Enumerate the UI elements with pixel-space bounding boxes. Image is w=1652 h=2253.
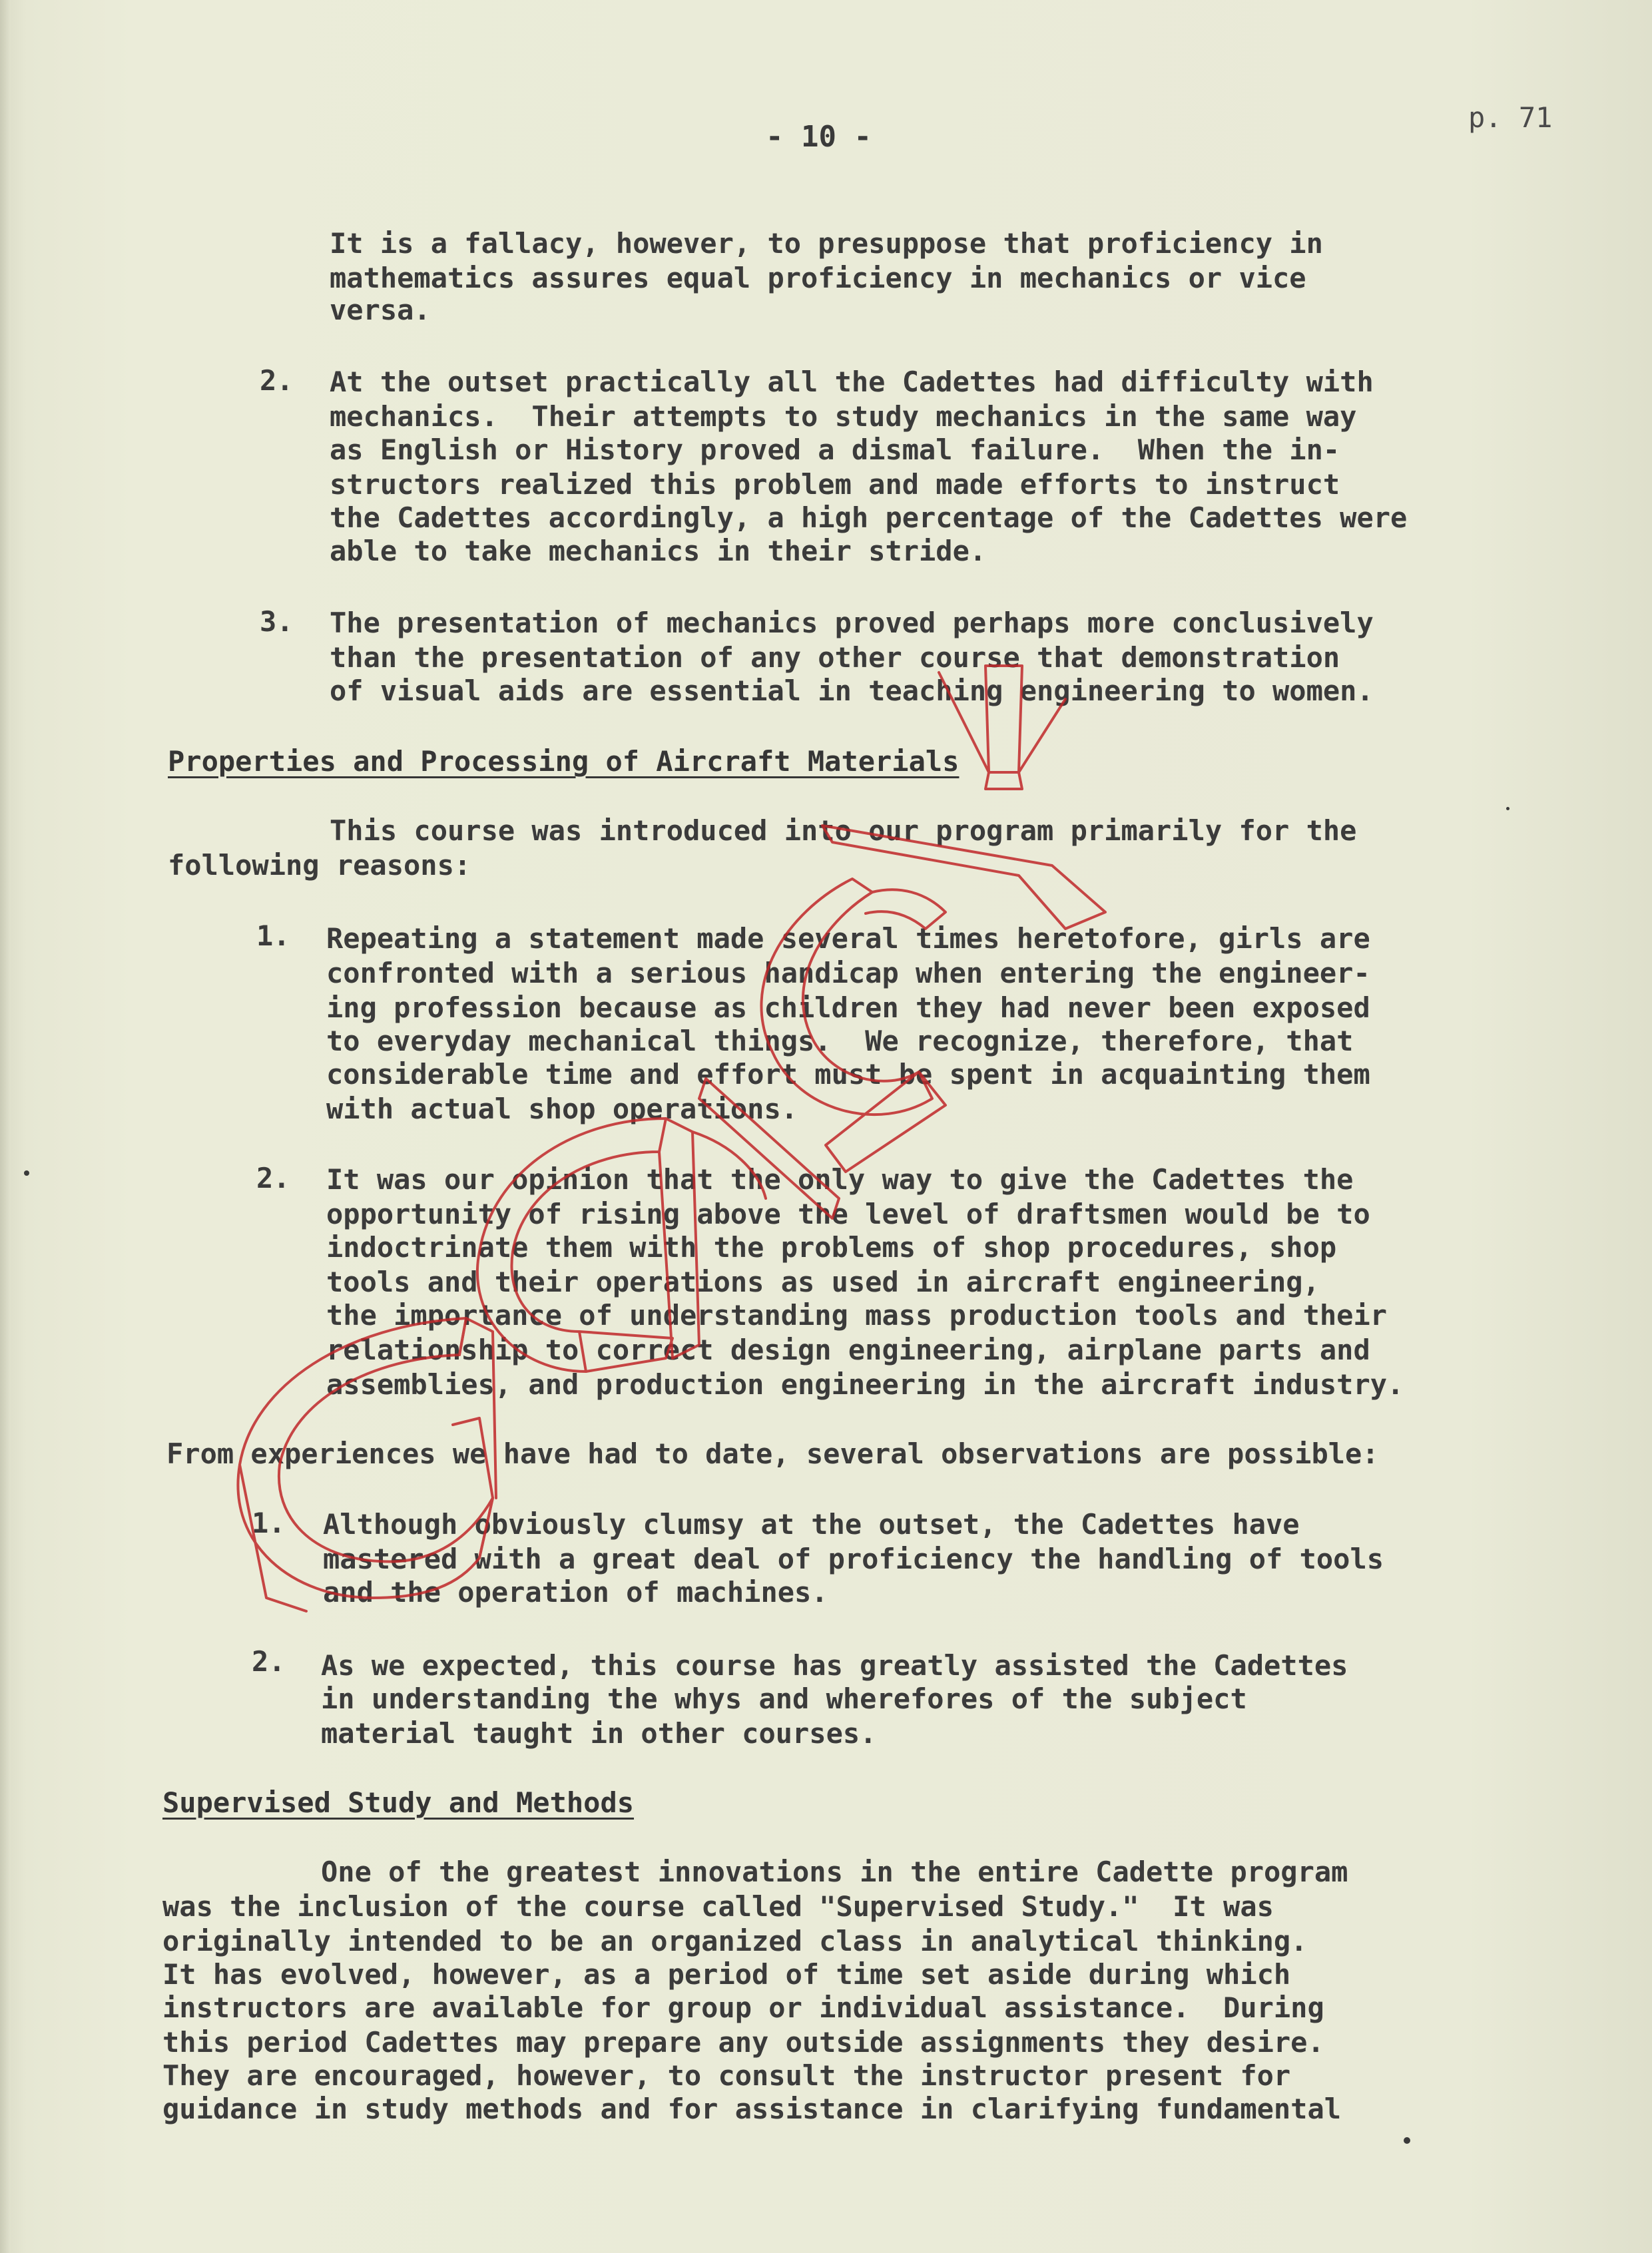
- list-number: 1.: [256, 919, 290, 952]
- list-item-line: assemblies, and production engineering in the aircraft industry.: [326, 1368, 1404, 1401]
- list-item-line: structors realized this problem and made efforts to instruct: [330, 468, 1340, 501]
- list-number: 2.: [260, 364, 294, 397]
- section-heading: Properties and Processing of Aircraft Materials: [168, 745, 960, 778]
- list-item-line: to everyday mechanical things. We recognize, therefore, that: [326, 1025, 1354, 1057]
- list-item-line: At the outset practically all the Cadettes had difficulty with: [330, 366, 1374, 398]
- list-number: 2.: [256, 1162, 290, 1194]
- paragraph-line: It has evolved, however, as a period of time set aside during which: [162, 1958, 1291, 1991]
- list-item-line: mastered with a great deal of proficiency the handling of tools: [323, 1543, 1384, 1575]
- list-item-line: the importance of understanding mass production tools and their: [326, 1299, 1388, 1332]
- ink-speck: [1506, 807, 1510, 810]
- list-item-line: than the presentation of any other course that demonstration: [330, 641, 1340, 674]
- ink-speck: [1404, 2137, 1410, 2144]
- paragraph-line: From experiences we have had to date, several observations are possible:: [166, 1437, 1379, 1470]
- list-item-line: with actual shop operations.: [326, 1093, 798, 1125]
- paragraph-line: They are encouraged, however, to consult the instructor present for: [162, 2059, 1291, 2092]
- list-item-line: opportunity of rising above the level of draftsmen would be to: [326, 1198, 1370, 1230]
- list-item-line: the Cadettes accordingly, a high percentage of the Cadettes were: [330, 501, 1408, 534]
- list-item-line: ing profession because as children they had never been exposed: [326, 991, 1370, 1024]
- ink-speck: [24, 1170, 29, 1176]
- paragraph-line: mathematics assures equal proficiency in mechanics or vice: [330, 262, 1306, 294]
- list-item-line: considerable time and effort must be spent in acquainting them: [326, 1058, 1370, 1091]
- list-item-line: tools and their operations as used in aircraft engineering,: [326, 1266, 1320, 1298]
- list-number: 2.: [252, 1645, 286, 1678]
- paragraph-line: following reasons:: [168, 849, 471, 881]
- list-item-line: mechanics. Their attempts to study mechanics in the same way: [330, 400, 1357, 433]
- page-edge-shadow: [0, 0, 11, 2253]
- paragraph-line: This course was introduced into our program primarily for the: [330, 814, 1357, 847]
- list-item-line: in understanding the whys and wherefores of the subject: [321, 1682, 1247, 1715]
- list-item-line: As we expected, this course has greatly assisted the Cadettes: [321, 1649, 1348, 1682]
- list-item-line: The presentation of mechanics proved perhaps more conclusively: [330, 607, 1374, 639]
- paragraph-line: originally intended to be an organized class in analytical thinking.: [162, 1925, 1308, 1957]
- list-item-line: Although obviously clumsy at the outset, the Cadettes have: [323, 1508, 1300, 1541]
- paragraph-line: One of the greatest innovations in the entire Cadette program: [321, 1856, 1348, 1888]
- paragraph-line: was the inclusion of the course called "Supervised Study." It was: [162, 1890, 1274, 1923]
- list-item-line: Repeating a statement made several times heretofore, girls are: [326, 922, 1370, 955]
- list-item-line: confronted with a serious handicap when entering the engineer-: [326, 957, 1370, 989]
- list-item-line: relationship to correct design engineering, airplane parts and: [326, 1334, 1370, 1366]
- list-item-line: indoctrinate them with the problems of shop procedures, shop: [326, 1231, 1337, 1264]
- list-item-line: material taught in other courses.: [321, 1717, 877, 1750]
- list-number: 1.: [252, 1507, 286, 1539]
- page-number: - 10 -: [766, 120, 872, 154]
- list-item-line: It was our opinion that the only way to give the Cadettes the: [326, 1163, 1354, 1196]
- list-item-line: and the operation of machines.: [323, 1576, 828, 1609]
- list-item-line: as English or History proved a dismal failure. When the in-: [330, 433, 1340, 466]
- paragraph-line: this period Cadettes may prepare any outside assignments they desire.: [162, 2026, 1324, 2059]
- paragraph-line: instructors are available for group or individual assistance. During: [162, 1991, 1324, 2024]
- list-item-line: of visual aids are essential in teaching engineering to women.: [330, 674, 1374, 707]
- paragraph-line: guidance in study methods and for assistance in clarifying fundamental: [162, 2093, 1342, 2125]
- paragraph-line: It is a fallacy, however, to presuppose that proficiency in: [330, 227, 1323, 260]
- list-number: 3.: [260, 605, 294, 638]
- list-item-line: able to take mechanics in their stride.: [330, 535, 987, 567]
- paragraph-line: versa.: [330, 294, 431, 326]
- page-reference: p. 71: [1468, 101, 1553, 134]
- section-heading: Supervised Study and Methods: [162, 1786, 635, 1819]
